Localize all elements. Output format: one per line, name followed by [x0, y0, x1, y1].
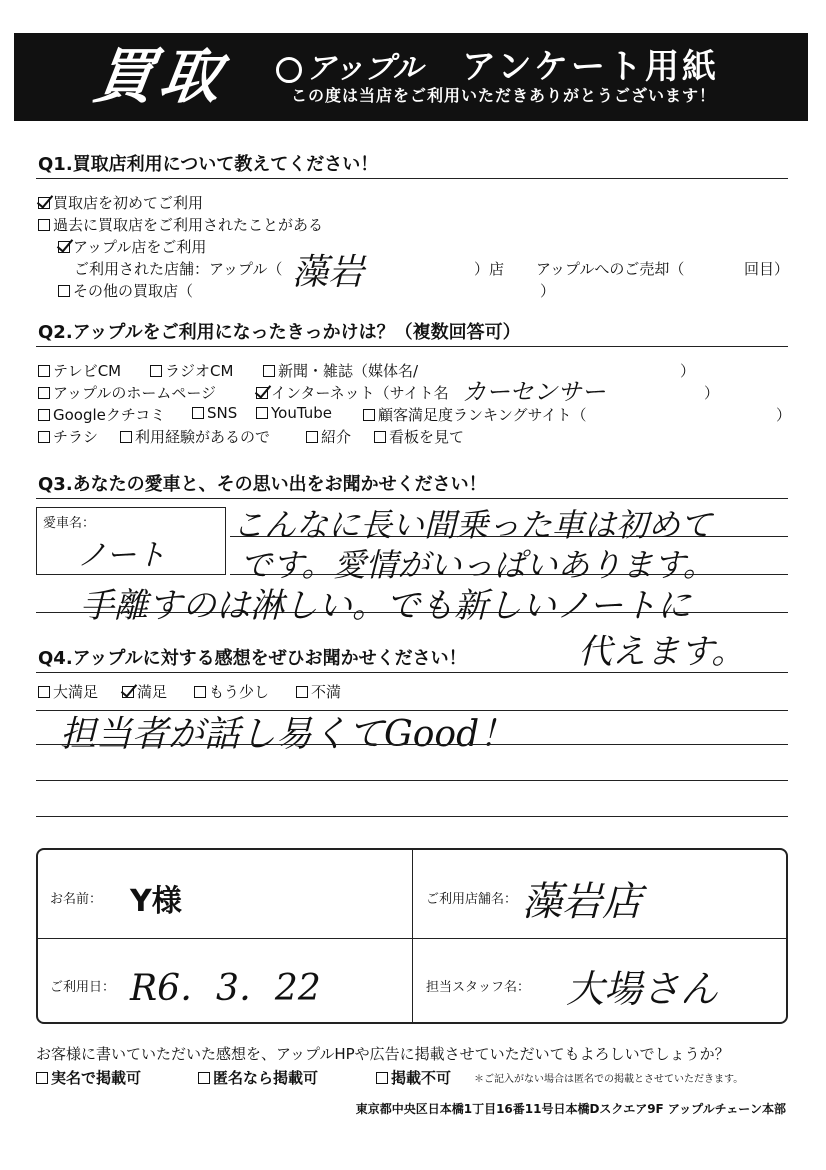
- q2-option-internet[interactable]: インターネット（サイト名: [256, 382, 449, 403]
- checkbox[interactable]: [306, 431, 318, 443]
- q2-internet-close: ）: [704, 384, 720, 402]
- memory-line-1[interactable]: こんなに長い間乗った車は初めて: [232, 506, 713, 544]
- brand-name: アップル: [276, 43, 423, 87]
- publish-note: ＊ご記入がない場合は匿名での掲載とさせていただきます。: [474, 1074, 744, 1085]
- q2-option-tv[interactable]: テレビCM: [38, 360, 121, 381]
- name-label: お名前：: [50, 892, 103, 907]
- q1-option-apple[interactable]: アップル店をご利用: [58, 236, 206, 257]
- date-label: ご利用日：: [50, 980, 116, 995]
- publish-option-anon[interactable]: 匿名なら掲載可: [198, 1067, 318, 1088]
- q2-press-close: ）: [680, 362, 696, 380]
- divider: [36, 178, 788, 179]
- q1-option-first[interactable]: 買取店を初めてご利用: [38, 192, 203, 213]
- memory-line-2[interactable]: です。愛情がいっぱいあります。: [240, 546, 715, 584]
- publish-option-none[interactable]: 掲載不可: [376, 1067, 451, 1088]
- writing-line: [36, 744, 788, 745]
- checkbox[interactable]: [38, 365, 50, 377]
- q4-comment-handwritten[interactable]: 担当者が話し易くてGood！: [60, 714, 516, 755]
- customer-info-box: [36, 848, 788, 1024]
- car-name-label: 愛車名：: [43, 516, 96, 531]
- date-handwritten[interactable]: R6．3．22: [130, 968, 321, 1009]
- checkbox[interactable]: [198, 1072, 210, 1084]
- q1-sales-suffix: 回目）: [744, 260, 790, 278]
- q1-store-suffix: ）店: [474, 260, 505, 278]
- checkbox[interactable]: [363, 409, 375, 421]
- publish-option-real[interactable]: 実名で掲載可: [36, 1067, 141, 1088]
- checkbox[interactable]: [58, 285, 70, 297]
- checkbox[interactable]: [120, 431, 132, 443]
- q2-internet-handwritten[interactable]: カーセンサー: [462, 378, 606, 406]
- checkbox-checked[interactable]: [122, 686, 134, 698]
- q4-question: Q4.アップルに対する感想をぜひお聞かせください！: [38, 648, 467, 669]
- apple-logo-icon: [276, 57, 302, 83]
- q2-option-press[interactable]: 新聞・雑誌（媒体名/: [263, 360, 418, 381]
- q2-option-referral[interactable]: 紹介: [306, 426, 351, 447]
- checkbox[interactable]: [150, 365, 162, 377]
- page-subtitle: この度は当店をご利用いただきありがとうございます！: [291, 86, 717, 105]
- kaitori-logo: 買取: [89, 42, 231, 112]
- checkbox[interactable]: [296, 686, 308, 698]
- checkbox-checked[interactable]: [38, 197, 50, 209]
- store-name-handwritten[interactable]: 藻岩店: [522, 879, 642, 925]
- divider: [38, 938, 786, 939]
- memory-line-3[interactable]: 手離すのは淋しい。でも新しいノートに: [80, 586, 691, 626]
- q3-question: Q3.あなたの愛車と、その思い出をお聞かせください！: [38, 474, 487, 495]
- q2-option-youtube[interactable]: YouTube: [256, 404, 332, 422]
- q2-option-homepage[interactable]: アップルのホームページ: [38, 382, 216, 403]
- checkbox[interactable]: [38, 219, 50, 231]
- car-name-handwritten: ノート: [77, 538, 167, 573]
- q1-sales-label: アップルへのご売却（: [536, 260, 685, 278]
- head-office-address: 東京都中央区日本橋1丁目16番11号日本橋Dスクエア9F アップルチェーン本部: [355, 1102, 786, 1116]
- q2-option-flyer[interactable]: チラシ: [38, 426, 98, 447]
- writing-line: [36, 816, 788, 817]
- publish-consent-question: お客様に書いていただいた感想を、アップルHPや広告に掲載させていただいてもよろしいでしょうか？: [36, 1045, 730, 1063]
- staff-label: 担当スタッフ名：: [426, 980, 531, 995]
- header-banner: [14, 33, 808, 121]
- divider: [36, 672, 788, 673]
- checkbox[interactable]: [38, 686, 50, 698]
- q4-option-unsatisfied[interactable]: 不満: [296, 681, 341, 702]
- staff-handwritten[interactable]: 大場さん: [566, 967, 719, 1011]
- q2-option-ranking[interactable]: 顧客満足度ランキングサイト（: [363, 404, 587, 425]
- divider: [36, 346, 788, 347]
- divider: [36, 498, 788, 499]
- q1-store-label: ご利用された店舗：アップル（: [74, 260, 283, 278]
- q2-option-google[interactable]: Googleクチコミ: [38, 404, 165, 425]
- checkbox-checked[interactable]: [58, 241, 70, 253]
- divider: [412, 850, 413, 1022]
- q2-option-experience[interactable]: 利用経験があるので: [120, 426, 270, 447]
- memory-line-4[interactable]: 代えます。: [578, 632, 746, 672]
- q2-option-radio[interactable]: ラジオCM: [150, 360, 233, 381]
- checkbox[interactable]: [263, 365, 275, 377]
- car-name-box[interactable]: [36, 507, 226, 575]
- checkbox-checked[interactable]: [256, 387, 268, 399]
- checkbox[interactable]: [376, 1072, 388, 1084]
- checkbox[interactable]: [36, 1072, 48, 1084]
- q1-other-close: ）: [540, 282, 556, 300]
- q1-option-other[interactable]: その他の買取店（: [58, 280, 193, 301]
- q2-option-sns[interactable]: SNS: [192, 404, 237, 422]
- checkbox[interactable]: [374, 431, 386, 443]
- checkbox[interactable]: [38, 431, 50, 443]
- checkbox[interactable]: [38, 387, 50, 399]
- q4-option-very[interactable]: 大満足: [38, 681, 98, 702]
- q2-option-sign[interactable]: 看板を見て: [374, 426, 464, 447]
- q4-option-little[interactable]: もう少し: [194, 681, 269, 702]
- q1-question: Q1.買取店利用について教えてください！: [38, 154, 379, 175]
- q2-ranking-close: ）: [776, 406, 792, 424]
- checkbox[interactable]: [192, 407, 204, 419]
- checkbox[interactable]: [38, 409, 50, 421]
- page-title: アンケート用紙: [462, 47, 719, 87]
- store-name-label: ご利用店舗名：: [426, 892, 518, 907]
- writing-line: [36, 780, 788, 781]
- checkbox[interactable]: [256, 407, 268, 419]
- q1-option-before[interactable]: 過去に買取店をご利用されたことがある: [38, 214, 323, 235]
- checkbox[interactable]: [194, 686, 206, 698]
- q2-question: Q2.アップルをご利用になったきっかけは？（複数回答可）: [38, 322, 521, 343]
- q1-store-handwritten[interactable]: 藻岩: [292, 252, 365, 293]
- name-value[interactable]: Y様: [130, 884, 182, 919]
- q4-option-satisfied[interactable]: 満足: [122, 681, 167, 702]
